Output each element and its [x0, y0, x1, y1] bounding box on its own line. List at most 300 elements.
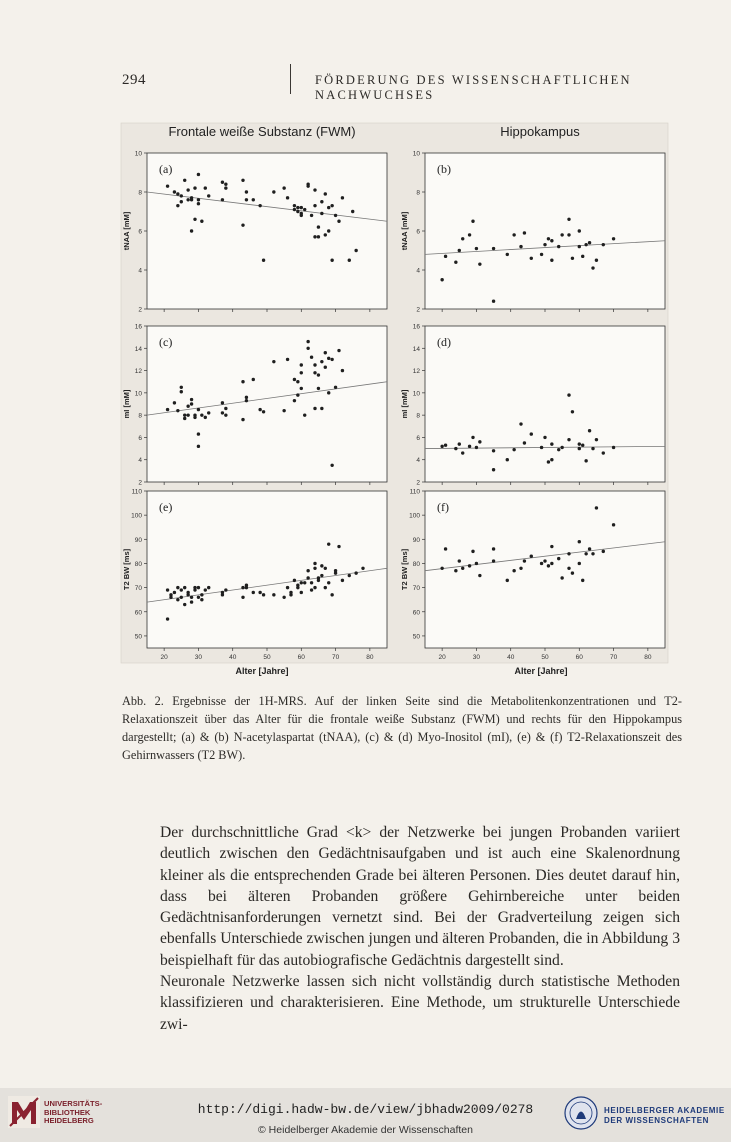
panel-1-data-point: [327, 206, 330, 209]
panel-3-data-point: [334, 386, 337, 389]
panel-5-data-point: [190, 596, 193, 599]
panel-4-ytick-label: 12: [412, 368, 420, 376]
panel-1-data-point: [303, 208, 306, 211]
panel-4-data-point: [588, 429, 591, 432]
panel-3-data-point: [180, 390, 183, 393]
panel-4-data-point: [506, 458, 509, 461]
panel-6-data-point: [588, 547, 591, 550]
panel-3-data-point: [317, 387, 320, 390]
panel-3-data-point: [317, 373, 320, 376]
panel-6-data-point: [492, 559, 495, 562]
panel-1-data-point: [306, 184, 309, 187]
panel-3-data-point: [320, 407, 323, 410]
panel-1-data-point: [330, 259, 333, 262]
panel-1-data-point: [351, 210, 354, 213]
panel-1-data-point: [258, 204, 261, 207]
panel-1-ytick-label: 4: [138, 267, 142, 275]
panel-6-data-point: [475, 562, 478, 565]
panel-1-data-point: [197, 173, 200, 176]
panel-5-data-point: [173, 591, 176, 594]
panel-3-data-point: [300, 387, 303, 390]
panel-5-xtick-label: 20: [160, 654, 168, 661]
panel-4-data-point: [547, 460, 550, 463]
panel-2-ylabel: tNAA [mM]: [400, 211, 409, 251]
panel-2-ytick-label: 10: [412, 150, 420, 158]
panel-1-data-point: [241, 223, 244, 226]
panel-5-data-point: [241, 596, 244, 599]
panel-5-data-point: [169, 596, 172, 599]
panel-5-data-point: [190, 600, 193, 603]
panel-6-data-point: [540, 562, 543, 565]
panel-3-data-point: [330, 358, 333, 361]
panel-3-data-point: [282, 409, 285, 412]
panel-5-data-point: [341, 579, 344, 582]
panel-3-data-point: [303, 413, 306, 416]
panel-6-data-point: [547, 564, 550, 567]
copyright-notice: © Heidelberger Akademie der Wissenschaften: [258, 1124, 473, 1136]
panel-5-label: (e): [159, 500, 173, 514]
panel-5-data-point: [306, 576, 309, 579]
panel-1-data-point: [193, 218, 196, 221]
panel-4-data-point: [468, 445, 471, 448]
panel-5-data-point: [296, 584, 299, 587]
panel-4-data-point: [512, 448, 515, 451]
panel-1-data-point: [221, 198, 224, 201]
panel-6-data-point: [458, 559, 461, 562]
panel-3-data-point: [293, 399, 296, 402]
panel-3-ytick-label: 6: [138, 434, 142, 442]
panel-3-data-point: [183, 417, 186, 420]
panel-5-data-point: [241, 586, 244, 589]
panel-4-data-point: [584, 459, 587, 462]
body-paragraph-2: [160, 971, 680, 1035]
panel-4-data-point: [571, 410, 574, 413]
panel-5-ylabel: T2 BW [ms]: [122, 548, 131, 591]
panel-5-data-point: [166, 588, 169, 591]
panel-4-data-point: [550, 442, 553, 445]
panel-2-data-point: [602, 243, 605, 246]
panel-4-data-point: [578, 442, 581, 445]
panel-3-ylabel: mI [mM]: [122, 389, 131, 419]
panel-5-data-point: [313, 562, 316, 565]
panel-3-ytick-label: 12: [134, 368, 142, 376]
panel-2-data-point: [550, 239, 553, 242]
panel-2-data-point: [454, 261, 457, 264]
panel-1-data-point: [293, 204, 296, 207]
panel-5-xtick-label: 50: [263, 654, 271, 661]
panel-2-data-point: [581, 255, 584, 258]
panel-6-xtick-label: 30: [472, 654, 481, 661]
panel-5-ytick-label: 80: [134, 560, 142, 568]
panel-5-data-point: [166, 617, 169, 620]
panel-3-data-point: [313, 371, 316, 374]
panel-2-data-point: [492, 247, 495, 250]
panel-2-data-point: [475, 247, 478, 250]
panel-4-data-point: [461, 451, 464, 454]
panel-3-data-point: [190, 398, 193, 401]
panel-3-data-point: [296, 380, 299, 383]
panel-2-data-point: [560, 233, 563, 236]
panel-1-data-point: [320, 200, 323, 203]
panel-5-data-point: [300, 581, 303, 584]
panel-2-data-point: [478, 262, 481, 265]
panel-1-ylabel: tNAA [mM]: [122, 211, 131, 251]
panel-2-data-point: [584, 243, 587, 246]
panel-1-ytick-label: 2: [138, 306, 142, 314]
panel-6-data-point: [468, 564, 471, 567]
panel-5-data-point: [197, 596, 200, 599]
panel-4-data-point: [530, 432, 533, 435]
panel-1-data-point: [282, 186, 285, 189]
panel-2-data-point: [540, 253, 543, 256]
panel-6-data-point: [578, 562, 581, 565]
figure-caption: Abb. 2. Ergebnisse der 1H-MRS. Auf der linken Seite sind die Metabolitenkonzentrationen und T2-Relaxationszeit über das Alter für die frontale weiße Substanz (FWM) und rechts für den Hippokampus dargestellt; (a) & (b) N-acetylaspartat (tNAA), (c) & (d) Myo-Inositol (mI), (e) & (f) T2-Relaxationszeit des Gehirnwassers (T2 BW).: [122, 694, 682, 762]
paragraph-2-text: Neuronale Netzwerke lassen sich nicht vollständig durch statistische Methoden klassifizieren und charakterisieren. Eine Methode, um strukturelle Unterschiede zwi-: [160, 973, 680, 1033]
panel-2-data-point: [461, 237, 464, 240]
panel-5-data-point: [183, 586, 186, 589]
panel-6-ytick-label: 60: [412, 609, 420, 617]
panel-5-data-point: [337, 545, 340, 548]
panel-3-data-point: [341, 369, 344, 372]
panel-4-data-point: [440, 445, 443, 448]
panel-1-data-point: [262, 259, 265, 262]
panel-3-data-point: [262, 410, 265, 413]
panel-6-data-point: [454, 569, 457, 572]
panel-4-data-point: [595, 438, 598, 441]
panel-4-ytick-label: 14: [412, 345, 420, 353]
panel-2-data-point: [440, 278, 443, 281]
panel-4-data-point: [550, 458, 553, 461]
panel-6-ytick-label: 50: [412, 633, 420, 641]
panel-3-data-point: [300, 371, 303, 374]
panel-3-data-point: [173, 401, 176, 404]
panel-1-plot-area: [147, 153, 387, 309]
panel-1-data-point: [286, 196, 289, 199]
panel-6-ytick-label: 80: [412, 560, 420, 568]
panel-5-xtick-label: 40: [229, 654, 237, 661]
x-axis-label-left: Alter [Jahre]: [235, 666, 289, 676]
panel-6-data-point: [571, 571, 574, 574]
panel-4-data-point: [458, 442, 461, 445]
panel-5-data-point: [180, 596, 183, 599]
panel-5-data-point: [334, 569, 337, 572]
panel-6-ytick-label: 90: [412, 536, 420, 544]
panel-3-data-point: [313, 407, 316, 410]
panel-1-data-point: [324, 192, 327, 195]
panel-1-data-point: [190, 198, 193, 201]
panel-2-plot-area: [425, 153, 665, 309]
panel-5-data-point: [306, 569, 309, 572]
panel-1-data-point: [186, 198, 189, 201]
permalink-url[interactable]: http://digi.hadw-bw.de/view/jbhadw2009/0278: [197, 1102, 534, 1117]
panel-5-xtick-label: 70: [331, 654, 340, 661]
panel-2-data-point: [506, 253, 509, 256]
panel-5-data-point: [207, 586, 210, 589]
panel-5-data-point: [258, 591, 261, 594]
panel-3-data-point: [258, 408, 261, 411]
panel-4-data-point: [578, 447, 581, 450]
panel-5-plot-area: [147, 491, 387, 648]
panel-2-ytick-label: 2: [416, 306, 420, 314]
panel-5-data-point: [361, 567, 364, 570]
panel-3-data-point: [306, 347, 309, 350]
running-title: FÖRDERUNG DES WISSENSCHAFTLICHEN NACHWUCHSES: [315, 73, 632, 102]
panel-6-data-point: [471, 550, 474, 553]
panel-2-data-point: [567, 233, 570, 236]
panel-6-data-point: [602, 550, 605, 553]
panel-4-data-point: [519, 422, 522, 425]
panel-6-ytick-label: 70: [412, 585, 420, 593]
panel-6-data-point: [595, 506, 598, 509]
panel-1-data-point: [207, 194, 210, 197]
panel-6-label: (f): [437, 500, 449, 514]
paragraph-1-text: Der durchschnittliche Grad <k> der Netzwerke bei jungen Probanden variiert deutlich zwischen den Gedächtnisaufgaben und ist auch eine Skalenordnung kleiner als die entsprechenden Grade bei älteren Personen. Dies deutet darauf hin, dass bei älteren Probanden größere Gehirnbereiche unter beiden Gedächtnisanforderungen vernetzt sind. Bei der Gradverteilung zeigen sich ebenfalls Unterschiede zwischen jungen und älteren Probanden, die in Abbildung 3 beispielhaft für das autobiografische Gedächtnis dargestellt sind.: [160, 824, 680, 969]
panel-1-data-point: [224, 186, 227, 189]
panel-4-ylabel: mI [mM]: [400, 389, 409, 419]
panel-5-data-point: [313, 586, 316, 589]
panel-1-data-point: [166, 184, 169, 187]
panel-4-data-point: [567, 438, 570, 441]
panel-2-data-point: [550, 259, 553, 262]
panel-4-data-point: [492, 449, 495, 452]
panel-4-plot-area: [425, 326, 665, 482]
panel-3-data-point: [306, 340, 309, 343]
panel-1-data-point: [245, 198, 248, 201]
panel-5-data-point: [289, 591, 292, 594]
panel-1-data-point: [180, 194, 183, 197]
panel-6-xtick-label: 50: [541, 654, 549, 661]
panel-1-data-point: [221, 181, 224, 184]
panel-1-data-point: [300, 206, 303, 209]
panel-6-plot-area: [425, 491, 665, 648]
panel-1-data-point: [200, 220, 203, 223]
left-column-title: Frontale weiße Substanz (FWM): [168, 124, 356, 139]
panel-4-data-point: [478, 440, 481, 443]
panel-5-ytick-label: 100: [131, 512, 142, 520]
panel-5-data-point: [324, 567, 327, 570]
panel-1-data-point: [173, 190, 176, 193]
panel-3-data-point: [197, 445, 200, 448]
panel-5-data-point: [272, 593, 275, 596]
panel-1-data-point: [313, 188, 316, 191]
panel-5-data-point: [180, 588, 183, 591]
panel-3-data-point: [245, 399, 248, 402]
panel-4-data-point: [591, 447, 594, 450]
panel-6-data-point: [440, 567, 443, 570]
panel-5-data-point: [200, 598, 203, 601]
panel-3-data-point: [221, 401, 224, 404]
panel-6-data-point: [550, 545, 553, 548]
panel-1-data-point: [317, 235, 320, 238]
panel-1-data-point: [183, 179, 186, 182]
panel-1-data-point: [337, 220, 340, 223]
panel-6-data-point: [519, 567, 522, 570]
panel-5-data-point: [193, 586, 196, 589]
panel-4-data-point: [567, 393, 570, 396]
panel-3-data-point: [224, 407, 227, 410]
panel-4-data-point: [471, 436, 474, 439]
panel-4-data-point: [540, 446, 543, 449]
panel-1-data-point: [252, 198, 255, 201]
panel-1-data-point: [330, 204, 333, 207]
panel-5-data-point: [348, 574, 351, 577]
panel-1-data-point: [224, 183, 227, 186]
right-column-title: Hippokampus: [500, 124, 580, 139]
panel-5-data-point: [320, 574, 323, 577]
panel-4-ytick-label: 4: [416, 457, 420, 465]
panel-1-ytick-label: 10: [134, 150, 142, 158]
panel-5-data-point: [262, 593, 265, 596]
panel-4-ytick-label: 8: [416, 412, 420, 420]
panel-2-data-point: [468, 233, 471, 236]
panel-3-data-point: [337, 349, 340, 352]
panel-5-data-point: [183, 603, 186, 606]
panel-2-data-point: [519, 245, 522, 248]
panel-4-data-point: [454, 447, 457, 450]
panel-4-data-point: [612, 446, 615, 449]
panel-5-data-point: [320, 564, 323, 567]
panel-6-xtick-label: 60: [575, 654, 583, 661]
panel-6-ytick-label: 100: [409, 512, 420, 520]
panel-1-data-point: [204, 186, 207, 189]
panel-2-data-point: [595, 259, 598, 262]
panel-3-data-point: [324, 351, 327, 354]
panel-2-data-point: [458, 249, 461, 252]
panel-1-ytick-label: 8: [138, 189, 142, 197]
panel-3-data-point: [186, 405, 189, 408]
panel-6-xtick-label: 20: [438, 654, 446, 661]
x-axis-label-right: Alter [Jahre]: [514, 666, 568, 676]
panel-6-data-point: [567, 552, 570, 555]
panel-1-data-point: [334, 214, 337, 217]
panel-1-data-point: [317, 225, 320, 228]
panel-4-label: (d): [437, 335, 451, 349]
panel-3-data-point: [197, 432, 200, 435]
panel-5-xtick-label: 60: [297, 654, 305, 661]
panel-1-data-point: [186, 188, 189, 191]
panel-4-data-point: [560, 446, 563, 449]
panel-5-data-point: [197, 586, 200, 589]
academy-line-2: DER WISSENSCHAFTEN: [604, 1116, 710, 1125]
panel-3-ytick-label: 10: [134, 390, 142, 398]
panel-3-data-point: [166, 408, 169, 411]
panel-3-data-point: [186, 413, 189, 416]
panel-2-data-point: [512, 233, 515, 236]
panel-3-data-point: [200, 413, 203, 416]
panel-3-data-point: [183, 413, 186, 416]
panel-2-data-point: [547, 237, 550, 240]
panel-5-data-point: [200, 593, 203, 596]
panel-3-data-point: [313, 363, 316, 366]
panel-5-data-point: [327, 581, 330, 584]
panel-1-data-point: [197, 198, 200, 201]
panel-3-data-point: [327, 357, 330, 360]
academy-seal-icon: [564, 1096, 598, 1130]
panel-3-data-point: [320, 360, 323, 363]
panel-3-data-point: [241, 380, 244, 383]
panel-1-data-point: [272, 190, 275, 193]
panel-1-data-point: [310, 214, 313, 217]
panel-3-data-point: [193, 416, 196, 419]
panel-3-data-point: [190, 402, 193, 405]
panel-4-ytick-label: 16: [412, 323, 420, 331]
panel-5-xtick-label: 80: [366, 654, 374, 661]
panel-1-data-point: [313, 235, 316, 238]
panel-1-ytick-label: 6: [138, 228, 142, 236]
panel-5-data-point: [224, 588, 227, 591]
panel-3-data-point: [310, 356, 313, 359]
panel-6-data-point: [492, 547, 495, 550]
panel-2-data-point: [492, 300, 495, 303]
panel-5-data-point: [221, 591, 224, 594]
panel-3-data-point: [207, 411, 210, 414]
panel-6-data-point: [567, 567, 570, 570]
panel-2-data-point: [444, 255, 447, 258]
panel-3-data-point: [245, 396, 248, 399]
panel-2-data-point: [612, 237, 615, 240]
panel-1-data-point: [245, 190, 248, 193]
panel-6-data-point: [478, 574, 481, 577]
panel-1-data-point: [190, 229, 193, 232]
panel-4-data-point: [492, 468, 495, 471]
panel-2-label: (b): [437, 162, 451, 176]
panel-4-ytick-label: 6: [416, 434, 420, 442]
panel-5-ytick-label: 90: [134, 536, 142, 544]
panel-5-data-point: [324, 586, 327, 589]
panel-5-data-point: [176, 598, 179, 601]
panel-5-data-point: [300, 591, 303, 594]
panel-6-data-point: [612, 523, 615, 526]
panel-2-data-point: [523, 231, 526, 234]
panel-6-xtick-label: 80: [644, 654, 652, 661]
panel-6-data-point: [543, 559, 546, 562]
panel-1-data-point: [293, 208, 296, 211]
panel-2-data-point: [591, 266, 594, 269]
panel-1-data-point: [341, 196, 344, 199]
panel-3-data-point: [204, 416, 207, 419]
panel-3-ytick-label: 2: [138, 479, 142, 487]
panel-6-ytick-label: 110: [409, 488, 420, 496]
panel-1-data-point: [324, 233, 327, 236]
panel-4-data-point: [557, 448, 560, 451]
page-number: 294: [122, 72, 146, 88]
panel-1-data-point: [197, 202, 200, 205]
panel-6-data-point: [591, 552, 594, 555]
body-text: [160, 822, 680, 1035]
panel-3-data-point: [272, 360, 275, 363]
panel-4-data-point: [444, 444, 447, 447]
panel-5-data-point: [293, 579, 296, 582]
panel-3-data-point: [180, 386, 183, 389]
panel-3-data-point: [296, 393, 299, 396]
panel-3-data-point: [252, 378, 255, 381]
panel-5-data-point: [286, 586, 289, 589]
panel-2-data-point: [578, 229, 581, 232]
panel-4-data-point: [475, 446, 478, 449]
panel-3-data-point: [241, 418, 244, 421]
panel-3-data-point: [300, 363, 303, 366]
panel-2-ytick-label: 6: [416, 228, 420, 236]
panel-4-ytick-label: 2: [416, 479, 420, 487]
panel-6-data-point: [581, 579, 584, 582]
panel-2-ytick-label: 8: [416, 189, 420, 197]
panel-5-data-point: [330, 593, 333, 596]
panel-3-data-point: [176, 409, 179, 412]
panel-5-xtick-label: 30: [194, 654, 203, 661]
panel-1-data-point: [348, 259, 351, 262]
panel-2-data-point: [578, 245, 581, 248]
panel-5-ytick-label: 60: [134, 609, 142, 617]
